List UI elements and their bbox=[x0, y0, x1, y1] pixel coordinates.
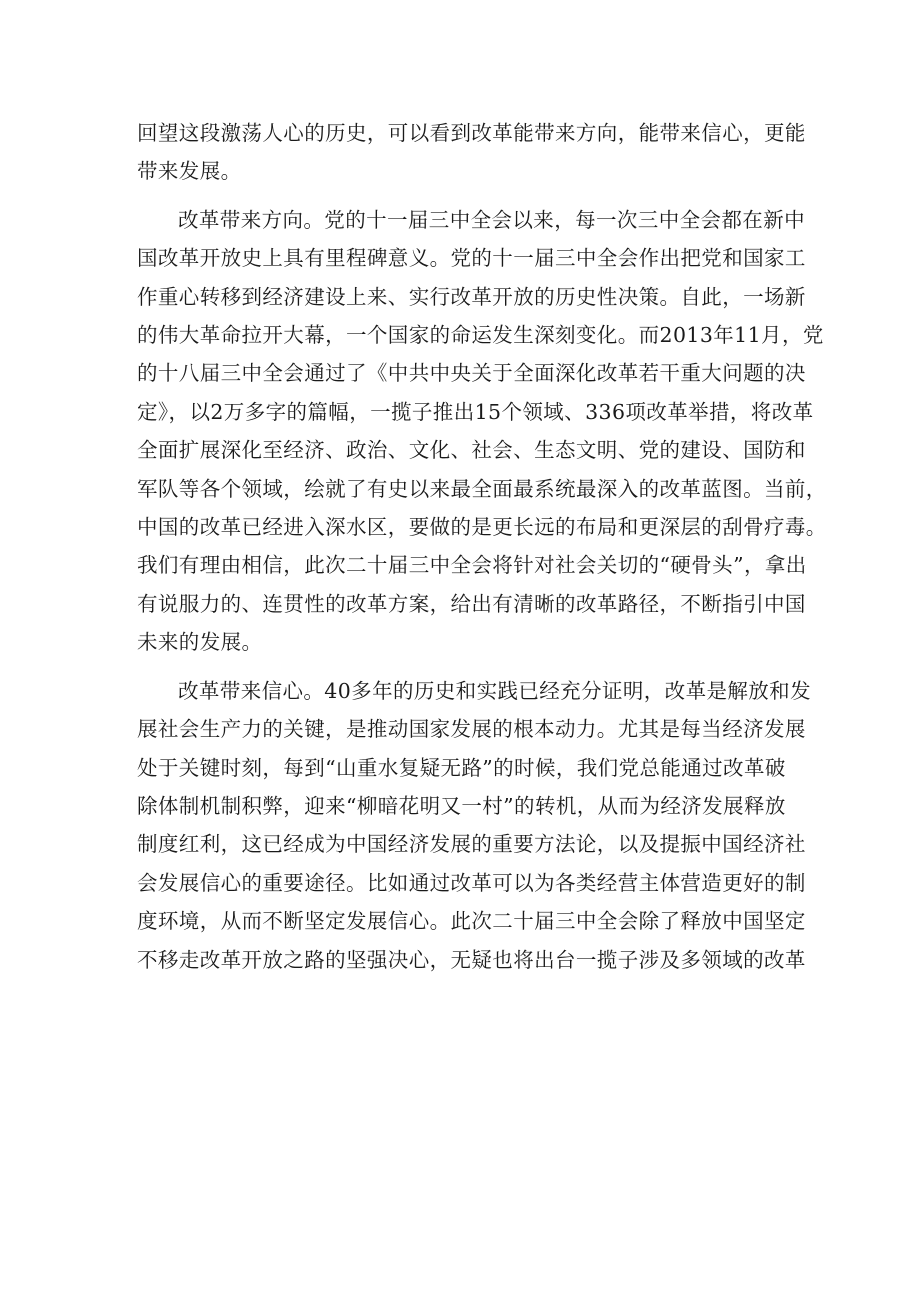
document-body bbox=[137, 114, 827, 979]
text-line: 中国的改革已经进入深水区，要做的是更长远的布局和更深层的刮骨疗毒。 bbox=[137, 515, 827, 540]
text-line: 的十八届三中全会通过了《中共中央关于全面深化改革若干重大问题的决 bbox=[137, 361, 806, 386]
text-line: 未来的发展。 bbox=[137, 630, 263, 655]
text-line: 作重心转移到经济建设上来、实行改革开放的历史性决策。自此，一场新 bbox=[137, 284, 806, 309]
text-line: 处于关键时刻，每到“山重水复疑无路”的时候，我们党总能通过改革破 bbox=[137, 755, 786, 780]
text-line: 我们有理由相信，此次二十届三中全会将针对社会关切的“硬骨头”，拿出 bbox=[137, 553, 807, 578]
text-line: 不移走改革开放之路的坚强决心，无疑也将出台一揽子涉及多领域的改革 bbox=[137, 947, 806, 972]
text-line: 回望这段激荡人心的历史，可以看到改革能带来方向，能带来信心，更能 bbox=[137, 121, 806, 145]
paragraph-3 bbox=[137, 672, 811, 979]
text-line: 的伟大革命拉开大幕，一个国家的命运发生深刻变化。而2013年11月，党 bbox=[137, 323, 824, 348]
text-line: 展社会生产力的关键，是推动国家发展的根本动力。尤其是每当经济发展 bbox=[137, 717, 806, 742]
paragraph-1 bbox=[137, 114, 806, 191]
text-line: 有说服力的、连贯性的改革方案，给出有清晰的改革路径，不断指引中国 bbox=[137, 591, 806, 616]
text-line: 会发展信心的重要途径。比如通过改革可以为各类经营主体营造更好的制 bbox=[137, 870, 806, 895]
text-line: 除体制机制积弊，迎来“柳暗花明又一村”的转机，从而为经济发展释放 bbox=[137, 793, 786, 818]
text-line: 国改革开放史上具有里程碑意义。党的十一届三中全会作出把党和国家工 bbox=[137, 246, 806, 271]
text-line: 全面扩展深化至经济、政治、文化、社会、生态文明、党的建设、国防和 bbox=[137, 438, 806, 463]
text-line: 带来发展。 bbox=[137, 159, 242, 184]
text-line: 度环境，从而不断坚定发展信心。此次二十届三中全会除了释放中国坚定 bbox=[137, 909, 806, 934]
text-line: 改革带来信心。40多年的历史和实践已经充分证明，改革是解放和发 bbox=[178, 678, 811, 703]
text-line: 军队等各个领域，绘就了有史以来最全面最系统最深入的改革蓝图。当前， bbox=[137, 476, 827, 501]
text-line: 改革带来方向。党的十一届三中全会以来，每一次三中全会都在新中 bbox=[178, 207, 805, 232]
text-line: 定》，以2万多字的篇幅，一揽子推出15个领域、336项改革举措，将改革 bbox=[137, 399, 814, 424]
text-line: 制度红利，这已经成为中国经济发展的重要方法论，以及提振中国经济社 bbox=[137, 832, 806, 857]
paragraph-2 bbox=[137, 201, 827, 662]
